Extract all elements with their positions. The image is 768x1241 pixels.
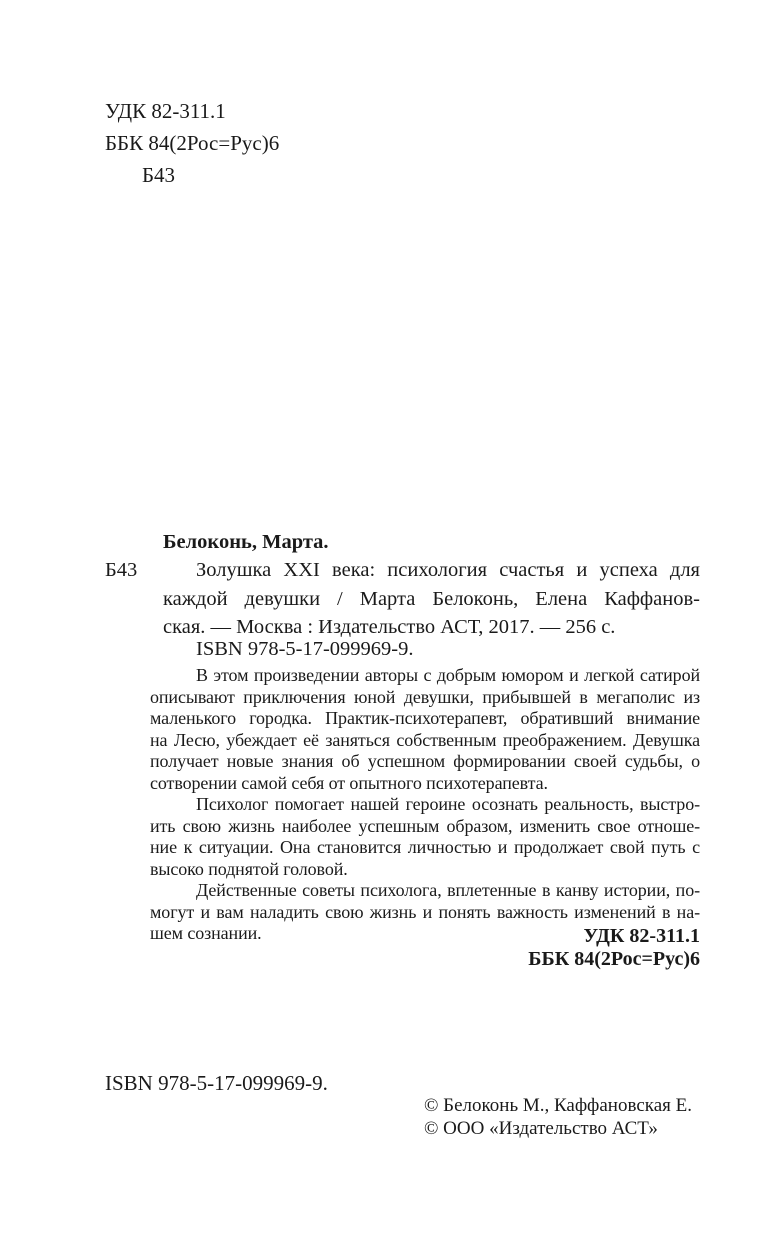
bbk-code-bottom: ББК 84(2Рос=Рус)6 [528,947,700,970]
udk-code-bottom: УДК 82-311.1 [583,925,700,947]
bbk-code: ББК 84(2Рос=Рус)6 [105,131,280,155]
copyright-authors: © Белоконь М., Каффановская Е. [424,1095,692,1116]
bottom-classification-codes [528,925,700,970]
text-line: ить свою жизнь наиболее успешным образом, изменить свое отноше- [150,815,700,836]
copyright-publisher: © ООО «Издательство АСТ» [424,1117,658,1139]
copyright-block [424,1095,692,1140]
text-line: высоко поднятой головой. [150,858,348,879]
udk-code: УДК 82-311.1 [105,99,226,123]
text-line: сотворении самой себя от опытного психотерапевта. [150,772,548,793]
text-line: получает новые знания об успешном формировании своей судьбы, о [150,751,700,771]
text-line: на Лесю, убеждает её заняться собственным преображением. Девушка [150,729,700,750]
text-line: маленького городка. Практик-психотерапевт, обративший внимание [150,708,700,728]
annotation-block [150,665,700,945]
annotation-paragraph-2 [150,794,700,880]
author-sign-code: Б43 [142,163,176,187]
text-line: шем сознании. [150,923,262,943]
text-line: Действенные советы психолога, вплетенные в канву истории, по- [196,880,700,900]
text-line: Психолог помогает нашей героине осознать реальность, выстро- [196,794,700,814]
footer-isbn: ISBN 978-5-17-099969-9. [105,1071,328,1095]
annotation-paragraph-1 [150,665,700,794]
catalog-card-isbn: ISBN 978-5-17-099969-9. [196,638,414,660]
catalog-card-author-sign: Б43 [105,559,138,581]
text-line: ние к ситуации. Она становится личностью и продолжает свой путь с [150,837,700,857]
top-classification-codes [105,95,279,191]
text-line: В этом произведении авторы с добрым юмором и легкой сатирой [196,665,700,685]
text-line: могут и вам наладить свою жизнь и понять важность изменений в на- [150,901,700,922]
catalog-card-author: Белоконь, Марта. [163,531,329,553]
catalog-card-description [163,556,700,642]
text-line: описывают приключения юной девушки, прибывшей в мегаполис из [150,686,700,707]
text-line: каждой девушки / Марта Белоконь, Елена Каффанов- [163,587,700,610]
text-line: Золушка XXI века: психология счастья и успеха для [196,559,700,581]
text-line: ская. — Москва : Издательство АСТ, 2017. — 256 с. [163,616,616,638]
